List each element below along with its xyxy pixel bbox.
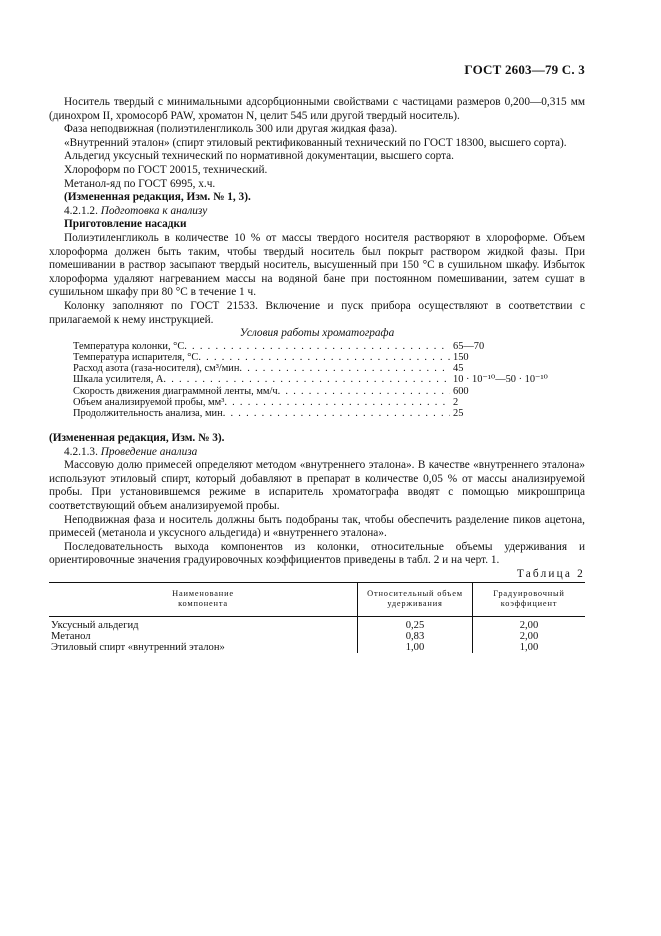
header-calibration-coef: Градуировочный коэффициент: [473, 582, 586, 616]
page-header: ГОСТ 2603—79 С. 3: [464, 62, 585, 77]
conditions-title: Условия работы хроматографа: [239, 327, 395, 340]
paragraph-method: Массовую долю примесей определяют методом «внутреннего эталона». В качестве «внутреннего эталона» используют этиловый спирт, который добавляют в препарат в количестве 0,05 % от массы анализируемой пробы. При установившемся режиме в испаритель хроматографа вводят с помощью микрошприца соответствующий объем анализируемой пробы.: [49, 459, 585, 513]
condition-row: [73, 408, 553, 419]
section-title: Проведение анализа: [100, 445, 198, 458]
table-header-row: [49, 582, 585, 616]
cell-component: Метанол: [51, 630, 91, 642]
condition-value: 10 · 10⁻¹⁰—50 · 10⁻¹⁰: [453, 374, 548, 386]
condition-label: Температура испарителя, °С: [73, 351, 199, 363]
paragraph-stationary-phase: Фаза неподвижная (полиэтиленгликоль 300 или другая жидкая фаза).: [64, 123, 398, 136]
condition-row: [73, 374, 553, 385]
condition-row: [73, 386, 553, 397]
prep-heading: Приготовление насадки: [64, 218, 187, 231]
table-caption: Таблица 2: [516, 568, 585, 581]
condition-row: [73, 352, 553, 363]
paragraph-column-fill: Колонку заполняют по ГОСТ 21533. Включение и пуск прибора осуществляют в соответствии с прилагаемой к нему инструкцией.: [49, 299, 585, 326]
cell-component: Этиловый спирт «внутренний эталон»: [51, 641, 225, 653]
cell-component: Уксусный альдегид: [51, 619, 139, 631]
paragraph-sequence: Последовательность выхода компонентов из колонки, относительные объемы удерживания и ориентировочные значения градуировочных коэффициентов приведены в табл. 2 и на черт. 1.: [49, 540, 585, 567]
cell-retention-volume: 0,25: [358, 616, 473, 631]
condition-label: Температура колонки, °С: [73, 340, 185, 352]
condition-row: [73, 363, 553, 374]
section-number: 4.2.1.2.: [64, 204, 98, 217]
condition-row: [73, 397, 553, 408]
table-2: [49, 582, 585, 653]
condition-value: 65—70: [453, 340, 485, 352]
cell-retention-volume: 1,00: [358, 642, 473, 653]
section-4213-heading: [49, 446, 585, 460]
condition-label: Шкала усилителя, А: [73, 374, 164, 386]
table-row: [49, 616, 585, 631]
conditions-list: [73, 341, 553, 419]
condition-value: 150: [453, 351, 469, 363]
condition-label: Продолжительность анализа, мин: [73, 407, 223, 419]
paragraph-phase-selection: Неподвижная фаза и носитель должны быть подобраны так, чтобы обеспечить разделение пиков ацетона, примесей (метанола и уксусного альдегида) и «внутреннего эталона».: [49, 513, 585, 540]
paragraph-acetaldehyde: Альдегид уксусный технический по нормативной документации, высшего сорта.: [64, 150, 455, 163]
cell-calibration-coef: 1,00: [473, 642, 586, 653]
table-row: [49, 642, 585, 653]
paragraph-prep-packing: Полиэтиленгликоль в количестве 10 % от массы твердого носителя растворяют в хлороформе. Объем хлороформа должен быть таким, чтобы твердый носитель был покрыт раствором жидкой фазы. При помешивании в раствор засыпают твердый носитель, высушенный при 150 °С в сушильном шкафу. Избыток хлороформа удаляют нагреванием массы на водяной бане при постоянном помешивании, затем сушат в сушильном шкафу при 80 °С в течение 1 ч.: [49, 231, 585, 299]
cell-calibration-coef: 2,00: [473, 631, 586, 642]
paragraph-internal-standard: «Внутренний эталон» (спирт этиловый ректификованный технический по ГОСТ 18300, высшего сорта).: [64, 136, 567, 149]
paragraph-methanol: Метанол-яд по ГОСТ 6995, х.ч.: [64, 177, 216, 190]
condition-value: 2: [453, 396, 459, 408]
cell-calibration-coef: 2,00: [473, 616, 586, 631]
edit-note-2: (Измененная редакция, Изм. № 3).: [49, 432, 225, 445]
condition-value: 45: [453, 363, 464, 375]
condition-label: Объем анализируемой пробы, мм³: [73, 396, 225, 408]
paragraph-chloroform: Хлороформ по ГОСТ 20015, технический.: [64, 163, 268, 176]
table-row: [49, 631, 585, 642]
condition-label: Расход азота (газа-носителя), см³/мин: [73, 363, 240, 375]
section-title: Подготовка к анализу: [100, 204, 208, 217]
condition-value: 25: [453, 407, 464, 419]
condition-label: Скорость движения диаграммной ленты, мм/ч: [73, 385, 278, 397]
edit-note-1: (Измененная редакция, Изм. № 1, 3).: [64, 191, 251, 204]
section-number: 4.2.1.3.: [64, 445, 98, 458]
condition-row: [73, 341, 553, 352]
section-4212-heading: [49, 205, 585, 219]
condition-value: 600: [453, 385, 469, 397]
paragraph-solid-carrier: Носитель твердый с минимальными адсорбционными свойствами с частицами размеров 0,200—0,315 мм (динохром II, хромосорб PAW, хроматон N, целит 545 или другой твердый носитель).: [49, 96, 585, 122]
header-component: Наименование компонента: [49, 582, 358, 616]
document-body: [49, 96, 585, 653]
cell-retention-volume: 0,83: [358, 631, 473, 642]
header-retention-volume: Относительный объем удерживания: [358, 582, 473, 616]
